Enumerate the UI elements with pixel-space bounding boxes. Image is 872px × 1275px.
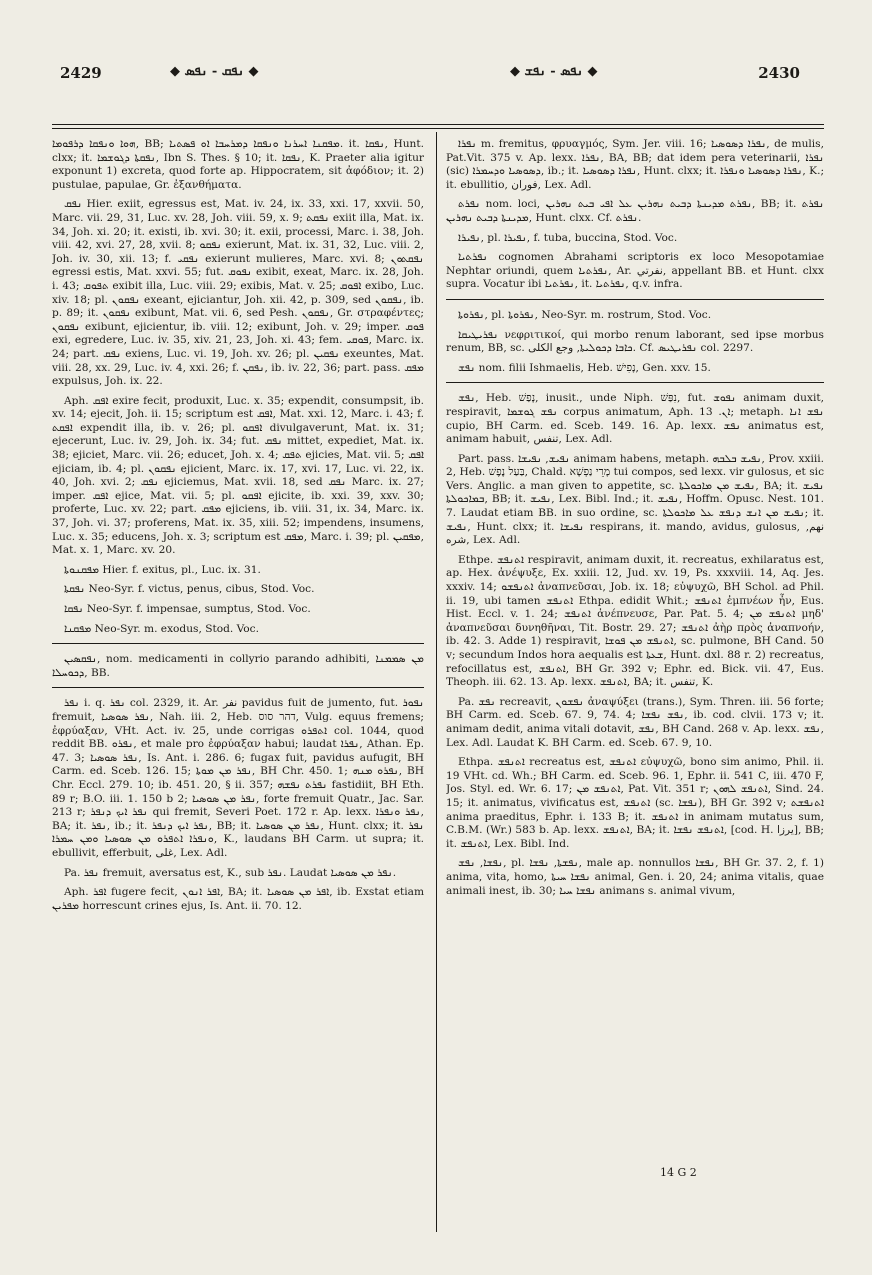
- entry-separator: [446, 299, 824, 300]
- header-rule-bottom: [52, 128, 824, 129]
- entry: ܢܦܪܐ m. fremitus, φρυαγμός, Sym. Jer. viii. 16; ܢܦܪܐ ܕܣܘܣܝܐ, de mulis, Pat.Vit. 375 v. Ap. lexx. ܢܦܪܐ, BA, BB; dat idem pera veterinarii, ܢܦܪܐ (sic) ܕܣܘܣܝܐ ܘܕܚܡܪܐ, ib.; it. ܢܦܪܐ ܕܣܘܣܝܐ, Hunt. clxx; it. ܢܦܪܐ ܕܣܘܣܝܐ ܘܢܦܪܐ, K.; it. ebullitio, فوران, Lex. Adl.: [446, 138, 824, 191]
- left-running-head: ◆ ܢܦܩ - ܢܦܣ ◆: [170, 64, 259, 79]
- entry: ܢܦܩܬܐ Neo-Syr. f. victus, penus, cibus, Stod. Voc.: [64, 583, 315, 596]
- entry: Aph. ܐܦܩ exire fecit, produxit, Luc. x. 35; expendit, consumpsit, ib. xv. 14; ejecit, Joh. ii. 15; scriptum est ܐܦܩ, Mat. xxi. 12, Marc. i. 43; f. ܐܦܩܬ expendit illa, ib. v. 26; pl. ܐܦܩܘ divulgaverunt, Mat. ix. 31; ejecerunt, Luc. iv. 29, Joh. ix. 34; fut. ܢܦܩ mittet, expediet, Mat. ix. 38; ejiciet, Marc. vii. 26; educet, Joh. x. 4; ܬܦܩ ejicies, Mat. vii. 5; ܐܦܩ ejiciam, ib. 4; pl. ܢܦܩܘܢ ejicient, Marc. ix. 17, xvi. 17, Luc. vi. 22, ix. 40, Joh. xvi. 2; ܢܦܩ ejiciemus, Mat. xvii. 18, sed ܢܦܩ Marc. ix. 27; imper. ܐܦܩ ejice, Mat. vii. 5; pl. ܐܦܩܘ ejicite, ib. xxi. 39, xxv. 30; proferte, Luc. xv. 22; part. ܡܦܩ ejiciens, ib. viii. 31, ix. 34, Marc. ix. 37, Joh. vi. 37; proferens, Mat. ix. 35, xiii. 52; impendens, insumens, Luc. x. 35; educens, Joh. x. 3; scriptum est ܡܦܩ, Marc. i. 39; pl. ܡܦܩܝܢ, Mat. x. 1, Marc. xv. 20.: [52, 394, 424, 557]
- entry: Aph. ܐܦܪ fugere fecit, ܐܦܪ ܐܢܘܢ, BA; it. ܐܦܪ ܡܢ ܣܘܣܝܐ, ib. Exstat etiam ܡܦܪܝܢ horrescunt crines ejus, Is. Ant. ii. 70. 12.: [52, 886, 424, 912]
- header-rule-top: [52, 124, 824, 125]
- entry: ܢܦܪ i. q. ܢܦܪ col. 2329, it. Ar. نفر pavidus fuit de jumento, fut. ܢܦܘܪ fremuit, ܢܦܪ ܣܘܣܝܐ, Nah. iii. 2, Heb. דהר סוס, Vulg. equus fremens; ἐφρύαξαν, VHt. Act. iv. 25, unde corrigas ܐܬܦܪܘ col. 1044, quod reddit BB. ܢܦܪܘ, et male pro ἐφρύαξαν habui; laudat ܢܦܪܐ, Athan. Ep. 47. 3; ܢܦܪ ܣܘܣܝܐ, Is. Ant. i. 286. 6; fugax fuit, pavidus aufugit, BH Carm. ed. Sceb. 126. 15; ܢܦܪ ܡܢ ܡܘܬܐ, BH Chr. 450. 1; ܢܦܪܘ ܡܢܗ, BH Chr. Eccl. 279. 10; ib. 451. 20, § ii. 357; ܢܦܪܬ ܢܦܫܗ fastidiit, BH Eth. 89 r; B.O. iii. 1. 150 b 2; ܢܦܪ ܡܢ ܣܘܣܝܐ, forte fremuit Quatr., Jac. Sar. 213 r; ܢܦܪ ܐܝܟ ܕܢܦܪ qui fremit, Severi Poet. 172 r. Ap. lexx. ܢܦܪ ܘܢܦܪܐ, BA; it. ܢܦܪ, ib.; it. ܢܦܪ ܐܝܟ ܕܢܦܪ, BB; it. ܢܦܪ ܡܢ ܣܘܣܝܐ, Hunt. clxx; it. ܢܦܪ ܘܢܦܪܐ ܐܬܦܪܘ ܡܢ ܣܘܣܝܐ ܘܡܢ ܚܡܪܐ, K., laudans BH Carm. ut supra; it. ebullivit, efferbuit, غلى, Lex. Adl.: [52, 697, 424, 859]
- entry: ܢܦܫ, Heb. נָפַשׁ, inusit., unde Niph. נִפַּשׁ, fut. ܢܦܘܫ animam duxit, respiravit, ܢܦܫ ܓܘܫܡܐ corpus animatum, Aph. ܐܢ. 13; metaph. ܢܦܫ ܐܢܐ cupio, BH Carm. ed. Sceb. 149. 16. Ap. lexx. ܢܦܫ animatus est, animam habuit, تنفس, Lex. Adl.: [446, 392, 824, 446]
- entry: Part. pass. ܢܦܝܫ, ܢܦܝܫܐ animam habens, metaph. ܢܦܝܫ ܒܠܒܗ, Prov. xxiii. 2, Heb. בַּעַל נֶפֶשׁ, Chald. מָרֵי נַפְשָׁא tui compos, sed lexx. vir gulosus, et sic Vers. Anglic. a man given to appetite, sc. ܢܦܝܫ ܡܢ ܡܐܟܘܠܬܐ, BA; it. ܢܦܝܫ ܒܡܐܟܘܠܬܐ, BB; it. ܢܦܝܫ, Lex. Bibl. Ind.; it. ܢܦܝܫ, Hoffm. Opusc. Nest. 101. 7. Laudat etiam BB. in suo ordine, sc. ܢܦܝܫ ܡܢ ܐܢܫ ܕܢܦܫ ܥܠ ܡܐܟܘܠܬܐ; it. ܢܦܝܫ, Hunt. clxx; it. ܢܦܝܫܐ respirans, it. mando, avidus, gulosus, نهم, شره, Lex. Adl.: [446, 452, 824, 547]
- entry: ܢܦܪܬܝܐ cognomen Abrahami scriptoris ex loco Mesopotamiae Nephtar oriundi, quem ܢܦܪܬܝܐ, Ar. نفرتي, appellant BB. et Hunt. clxx supra. Vocatur ibi ܢܦܪܬܝܐ, it. ܢܦܪܬܝܐ, q.v. infra.: [446, 251, 824, 291]
- entry: ܢܦܩܐ Neo-Syr. f. impensae, sumptus, Stod. Voc.: [64, 603, 311, 615]
- entry: Pa. ܢܦܫ recreavit, ܢܦܫܘܢ ἀναψύξει (trans.), Sym. Thren. iii. 56 forte; BH Carm. ed. Sceb. 67. 9, 74. 4; ܢܦܫ ܢܦܫܐ, ib. cod. clvii. 173 v; it. animam dedit, anima vitali dotavit, ܢܦܫ, BH Cand. 268 v. Ap. lexx. ܢܦܫ, Lex. Adl. Laudat K. BH Carm. ed. Sceb. 67. 9, 10.: [446, 695, 824, 749]
- entry: Ethpa. ܐܬܢܦܫ recreatus est, ܐܬܢܦܫ εὐψυχῶ, bono sim animo, Phil. ii. 19 VHt. cd. Wh.; BH Carm. ed. Sceb. 96. 1, Ephr. ii. 541 C, iii. 470 F, Jos. Styl. ed. Wr. 6. 17; ܐܬܢܦܫ ܡܢ, Pat. Vit. 351 r; ܐܬܢܦܫ ܠܗܘܢ, Sind. 24. 15; it. animatus, vivificatus est, ܐܬܢܦܫ (sc. ܢܦܫܐ), BH Gr. 392 v; ܐܬܢܦܫܬ anima praeditus, Ephr. i. 133 B; it. ܐܬܢܦܫ in animam mutatus sum, C.B.M. (Wr.) 583 b. Ap. lexx. ܐܬܢܦܫ, BA; it. ܐܬܢܦܫ ܢܦܫܐ, [cod. H. يرزا], BB; it. ܐܬܢܦܫ, Lex. Bibl. Ind.: [446, 756, 824, 850]
- entry: ܢܦܪܬ nom. loci, ܢܦܪܬ ܡܕܝܢܬܐ ܕܒܝܬ ܢܗܪܝܢ ܥܠ ܐܦܝ ܒܝܬ ܢܗܪܝܢ, BB; it. ܢܦܪܬ ܡܕܝܢܬܐ ܕܒܝܬ ܢܗܪܝܢ, Hunt. clxx. Cf. ܢܦܪܬ.: [446, 198, 824, 224]
- left-column: [52, 138, 424, 1228]
- entry-separator: [52, 643, 424, 644]
- entry-separator: [52, 687, 424, 688]
- entry: ܗܘܐ ܘܢܦܩܐ ܕܪܦܘܡܐ, BB; ܡܦܩܢܐ ܐܚܪܢܐ ܘܢܦܩܐ ܕܡܪܚܒܐ ܐܘ ܦܣܬܝܐ. it. ܢܦܩܐ, Hunt. clxx; it. ܢܦܩܬܐ ܕܓܘܫܡܐ, Ibn S. Thes. § 10; it. ܢܦܩܐ, K. Praeter alia igitur exponunt 1) excreta, quod forte ap. Hippocratem, sit ἀφόδιον; it. 2) pustulae, papulae, Gr. ἐξανθήματα.: [52, 138, 424, 191]
- entry: ܢܦܩܣܝܢ, nom. medicamenti in collyrio parando adhibiti, ܡܢ ܣܡܡܢܐ ܕܟܘܚܠܐ, BB.: [52, 653, 424, 679]
- entry: ܢܦܩ Hier. exiit, egressus est, Mat. iv. 24, ix. 33, xxi. 17, xxvii. 50, Marc. vii. 29, 31, Luc. xv. 28, Joh. viii. 59, x. 9; ܢܦܩܬ exiit illa, Mat. ix. 34, Joh. xi. 20; it. existi, ib. xvi. 30; it. exii, processi, Marc. i. 38, Joh. viii. 42, xvi. 27, 28, xvii. 8; ܢܦܩܘ exierunt, Mat. ix. 31, 32, Luc. viii. 2, Joh. iv. 30, xii. 13; f. ܢܦܩܝ exierunt mulieres, Marc. xvi. 8; ܢܦܩܬܘܢ egressi estis, Mat. xxvi. 55; fut. ܢܦܘܩ exibit, exeat, Marc. ix. 28, Joh. i. 43; ܬܦܘܩ exibit illa, Luc. viii. 29; exibis, Mat. v. 25; ܐܦܘܩ exibo, Luc. xiv. 18; pl. ܢܦܩܘܢ exeant, ejiciantur, Joh. xii. 42, p. 309, sed ܢܦܩܘܢ, ib. p. 89; it. ܢܦܩܘܢ exibunt, Mat. vii. 6, sed Pesh. ܢܦܩܘܢ, Gr. στραφέντες; ܢܦܩܘܢ exibunt, ejicientur, ib. viii. 12; exibunt, Joh. v. 29; imper. ܦܘܩ exi, egredere, Luc. iv. 35, xiv. 21, 23, Joh. xi. 43; fem. ܦܘܩܝ, Marc. ix. 24; part. ܢܦܩ exiens, Luc. vi. 19, Joh. xv. 26; pl. ܢܦܩܝܢ exeuntes, Mat. viii. 28, xx. 29, Luc. iv. 4, xxi. 26; f. ܢܦܩܢ, ib. iv. 22, 36; part. pass. ܡܦܩ expulsus, Joh. ix. 22.: [52, 198, 424, 388]
- column-divider: [436, 132, 437, 1232]
- entry: ܡܦܩܢܐ Neo-Syr. m. exodus, Stod. Voc.: [64, 622, 259, 635]
- right-column: [446, 138, 824, 1228]
- signature-mark: 14 G 2: [660, 1166, 697, 1179]
- entry: ܢܦܪܝܛܝܩܐ νεφριτικοί, qui morbo renum laborant, sed ipse morbus renum, BB, sc. ܟܐܒܐ ܕܟܘܠܝܬܐ, وجع الكلى. Cf. ܢܦܪܝܛܝܣ col. 2297.: [446, 328, 824, 355]
- right-page-number: 2430: [758, 64, 800, 82]
- entry: ܢܦܪܘܬܐ, pl. ܢܦܪܘܬܐ, Neo-Syr. m. rostrum, Stod. Voc.: [458, 308, 712, 321]
- entry-separator: [446, 382, 824, 383]
- entry: ܢܦܫ nom. filii Ishmaelis, Heb. נָפִישׁ, Gen. xxv. 15.: [458, 361, 711, 374]
- right-running-head: ◆ ܢܦܣ - ܢܦܫ ◆: [510, 64, 598, 79]
- entry: ܢܦܫܐ, ܢܦܫ, pl. ܢܦܫܬܐ, ܢܦܫܐ, male ap. nonnullos ܢܦܫܐ, BH Gr. 37. 2, f. 1) anima, vita, homo, ܢܦܫܐ ܚܝܬܐ animal, Gen. i. 20, 24; anima vitalis, quae animali inest, ib. 30; ܢܦܫܐ ܚܝܐ animans s. animal vivum,: [446, 857, 824, 897]
- entry: Pa. ܢܦܪ fremuit, aversatus est, K., sub ܢܦܪ. Laudat ܢܦܪ ܡܢ ܣܘܣܝܐ.: [64, 866, 397, 879]
- entry: ܢܦܝܪܐ, pl. ܢܦܝܪܐ, f. tuba, buccina, Stod. Voc.: [458, 231, 678, 244]
- left-page-number: 2429: [60, 64, 102, 82]
- entry: Ethpe. ܐܬܢܦܫ respiravit, animam duxit, it. recreatus, exhilaratus est, ap. Hex. ἀνέψυξε, Ex. xxiii. 12, Jud. xv. 19, Ps. xxxviii. 14, Aq. Jes. xxxiv. 14; ܐܬܢܦܫܘ ἀναπνεῦσαι, Job. ix. 18; εὐψυχῶ, BH Schol. ad Phil. ii. 19, ubi tamen ܐܬܢܦܫ Ethpa. edidit Whit.; ܐܬܢܦܫ ἐμπνέων ἦν, Eus. Hist. Eccl. v. 1. 24; ܐܬܢܦܫ ἀνέπνευσε, Par. Pat. 5. 4; ܐܬܢܦܫ ܡܢ μηδ' ἀναπνεῦσαι δυνηθῆναι, Tit. Bostr. 29. 27; ܐܬܢܦܫ ἀὴρ πρὸς ἀναπνοήν, ib. 42. 3. Adde 1) respiravit, ܐܬܢܦܫ ܡܢ ܦܘܫܐ, sc. pulmone, BH Cand. 50 v; secundum Indos hora aequalis est ܫܥܬܐ, Hunt. dxl. 88 r. 2) recreatus, refocillatus est, ܐܬܢܦܫ, BH Gr. 392 v; Ephr. ed. Bick. vii. 47, Eus. Theoph. iii. 62. 13. Ap. lexx. ܐܬܢܦܫ, BA; it. تنفس, K.: [446, 553, 824, 689]
- entry: ܡܦܩܢܘܬܐ Hier. f. exitus, pl., Luc. ix. 31.: [64, 563, 261, 576]
